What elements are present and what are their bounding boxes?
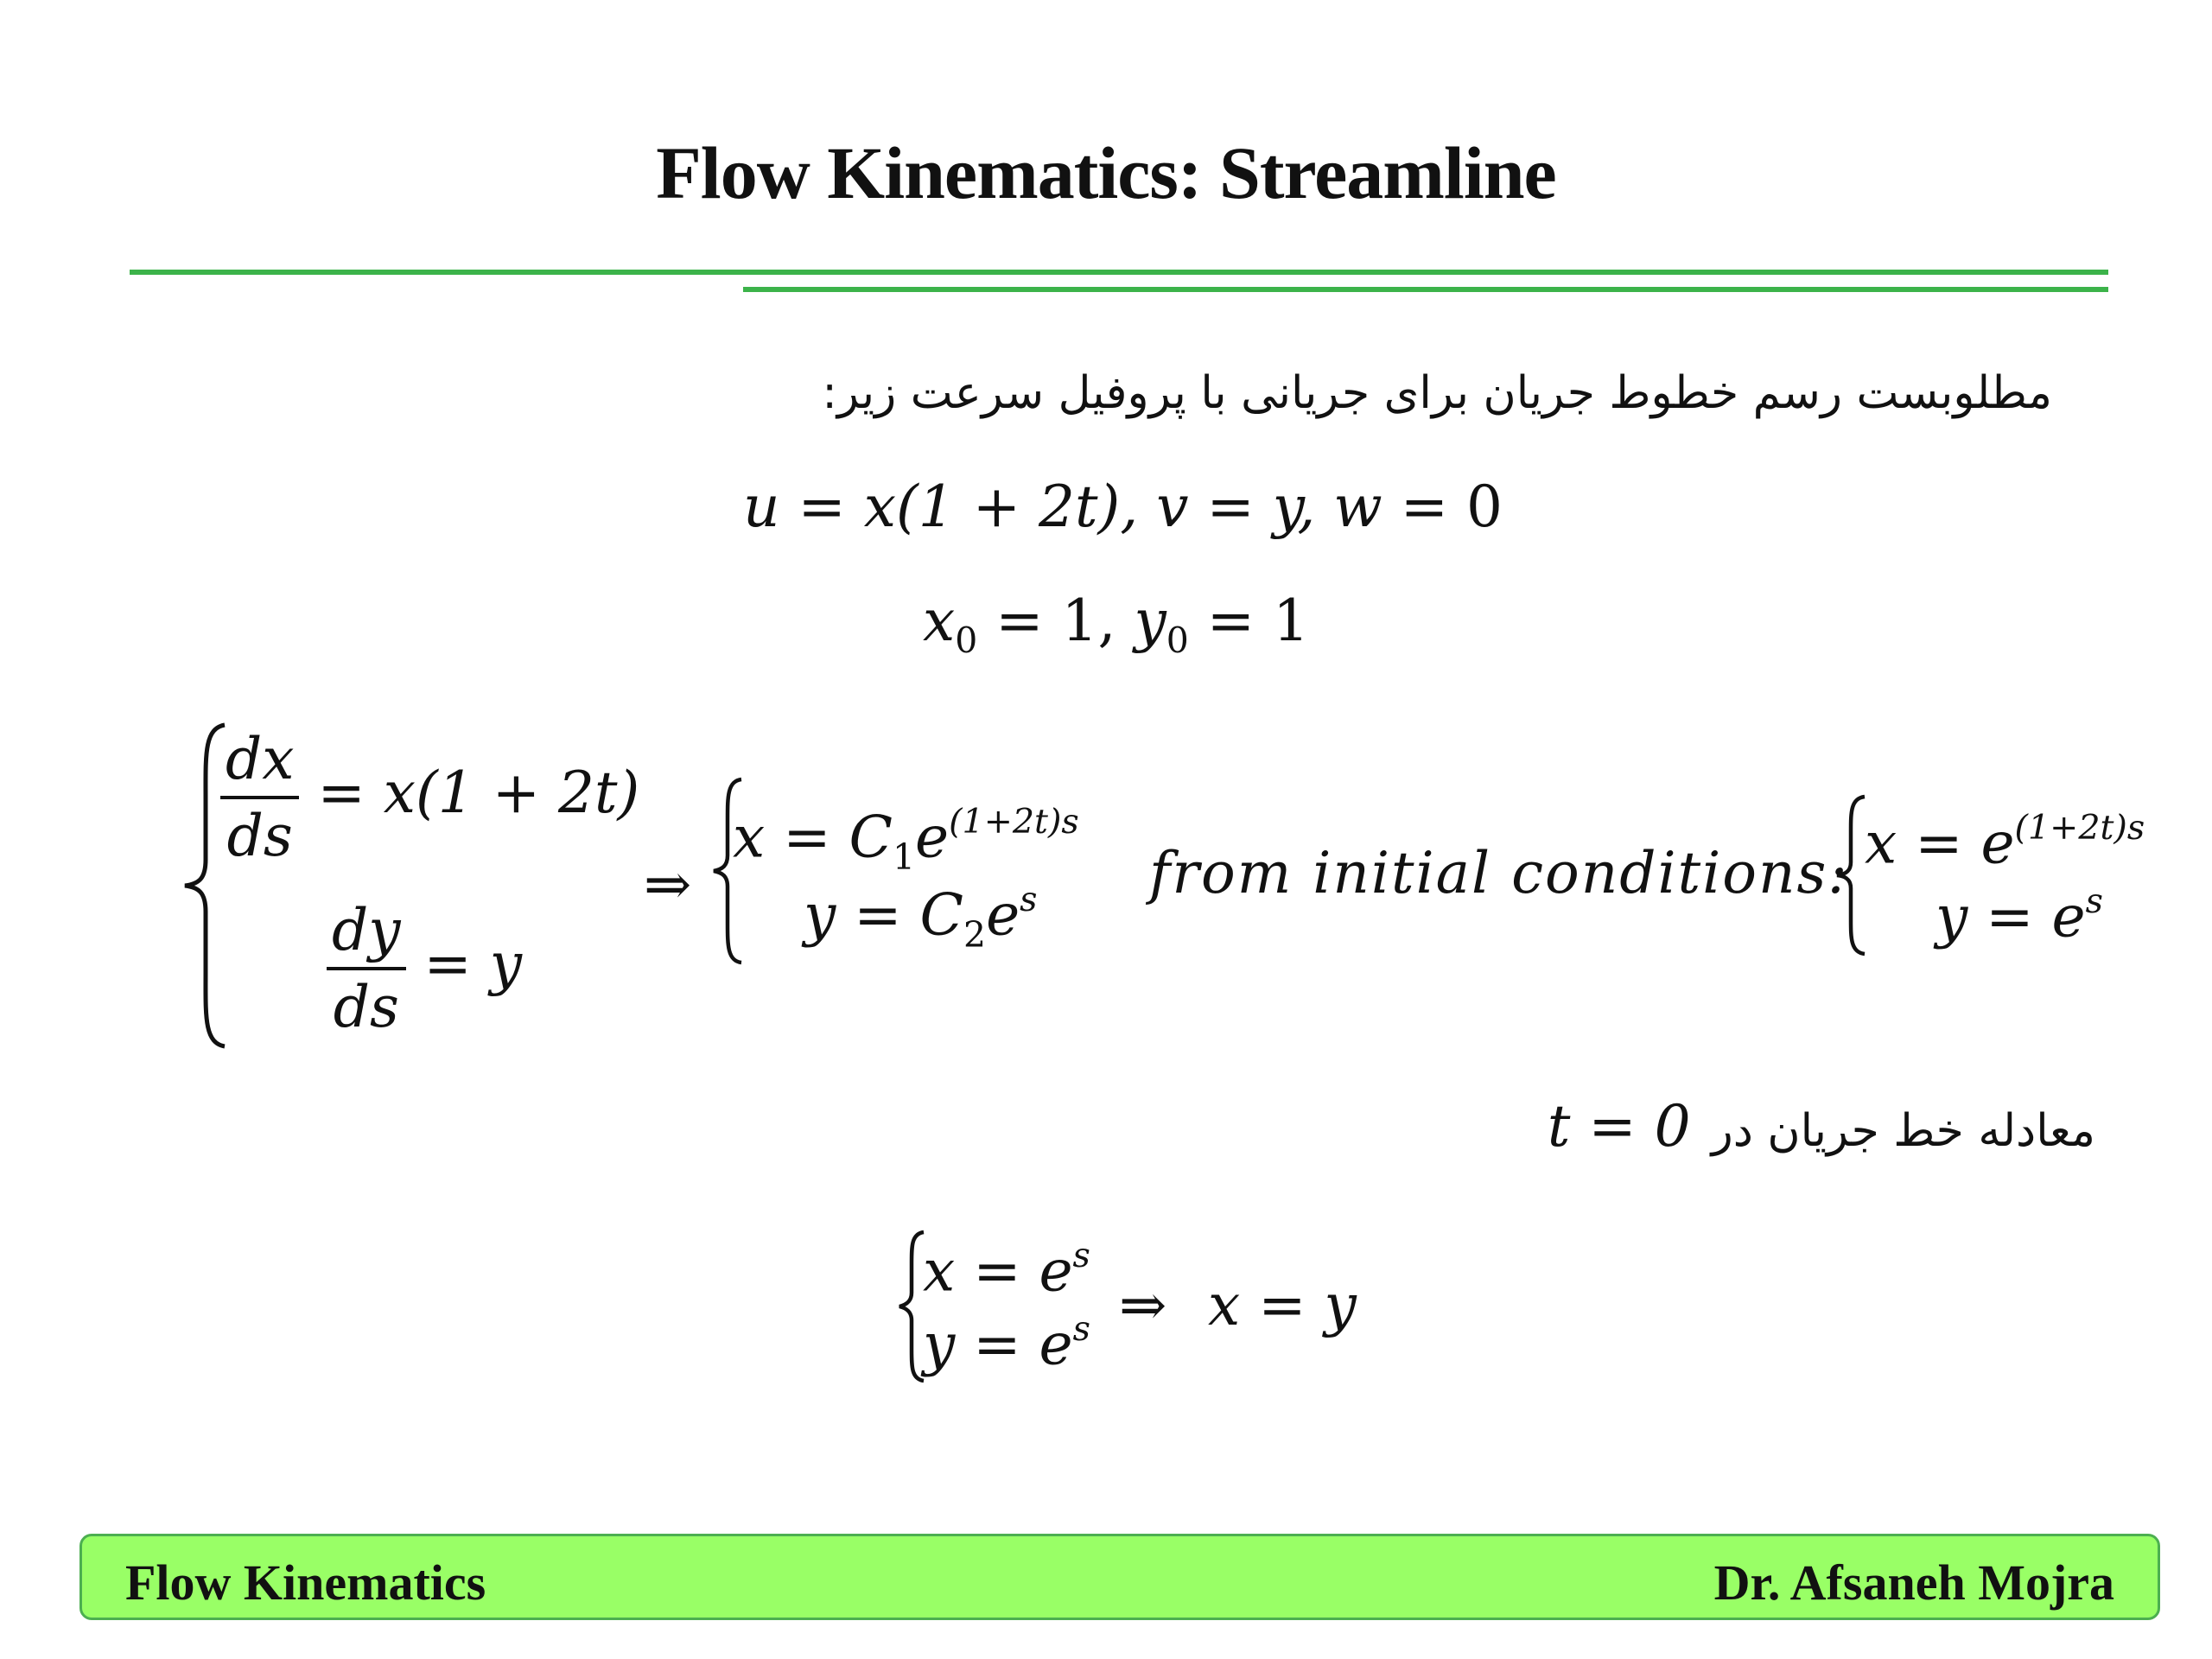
particular-solution-x: $x = e^{(1+2t)s}$ <box>1865 808 2145 877</box>
dy-numerator: dy <box>327 897 406 970</box>
streamline-result: x = y <box>1208 1272 1357 1338</box>
initial-point: $x_0 = 1$, $y_0 = 1$ <box>923 588 1310 662</box>
footer-course-title: Flow Kinematics <box>125 1554 486 1611</box>
slide-title: Flow Kinematics: Streamline <box>656 131 1556 214</box>
dy-rhs: = y <box>423 931 523 997</box>
footer-bar <box>79 1534 2160 1620</box>
dx-rhs: = x(1 + 2t) <box>317 760 640 826</box>
title-rule-top <box>130 270 2108 275</box>
w-expression: 0 <box>1466 474 1503 540</box>
u-symbol: u <box>743 474 780 540</box>
title-rule-bottom <box>743 287 2108 292</box>
final-arrow: ⇒ <box>1119 1272 1167 1338</box>
x0-value: 1, <box>1061 588 1116 654</box>
velocity-equation: u = x(1 + 2t), v = y, w = 0 <box>743 474 1503 540</box>
dx-numerator: dx <box>220 726 299 799</box>
particular-solution-y: $y = e^s$ <box>1936 881 2103 950</box>
final-x-line: $x = e^s$ <box>923 1236 1090 1305</box>
dx-ds-equation <box>220 726 639 869</box>
y0-value: 1 <box>1273 588 1310 654</box>
v-symbol: v <box>1156 474 1189 540</box>
u-expression: x(1 + 2t), <box>863 474 1139 540</box>
initial-conditions-label: from initial conditions: <box>1149 840 1849 906</box>
t-zero-label: معادله خط جریان در <box>1711 1105 2095 1157</box>
t-zero-statement <box>1548 1093 2095 1160</box>
general-solution-x: $x = C_1e^{(1+2t)s}$ <box>733 802 1079 879</box>
dx-denominator: ds <box>226 803 293 869</box>
t-zero-equation: t = 0 <box>1547 1093 1691 1160</box>
final-y-line: $y = e^s$ <box>923 1309 1090 1378</box>
v-expression: y, <box>1272 474 1316 540</box>
dy-denominator: ds <box>333 974 399 1040</box>
dy-ds-equation <box>327 897 522 1040</box>
problem-statement: مطلوبست رسم خطوط جریان برای جریانی با پروفیل سرعت زیر: <box>822 367 2052 419</box>
implies-arrow: ⇒ <box>644 851 692 918</box>
footer-author: Dr. Afsaneh Mojra <box>1713 1554 2114 1611</box>
w-symbol: w <box>1333 474 1382 540</box>
general-solution-y: $y = C_2e^s$ <box>804 880 1038 957</box>
